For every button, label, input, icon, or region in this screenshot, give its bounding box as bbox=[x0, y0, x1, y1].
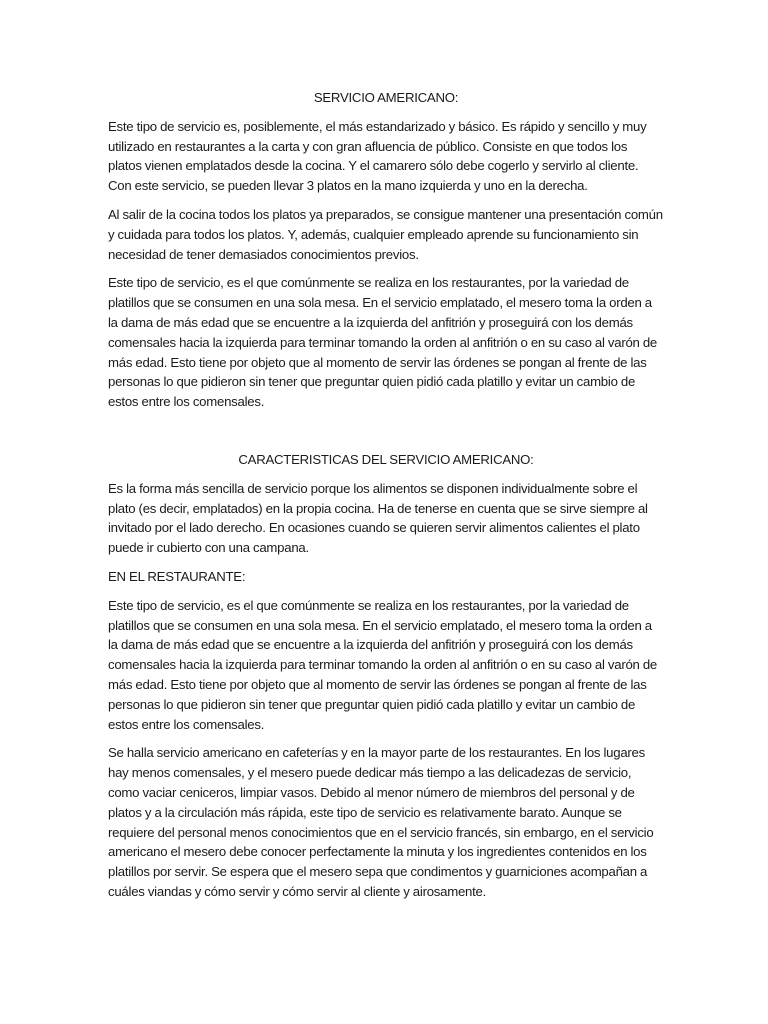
section-title-caracteristicas: CARACTERISTICAS DEL SERVICIO AMERICANO: bbox=[238, 451, 534, 467]
paragraph-intro: Este tipo de servicio es, posiblemente, el más estandarizado y básico. Es rápido y sencillo y muy utilizado en restaurantes a la carta y con gran afluencia de público. Consiste en que todos los platos vienen emplatados desde la cocina. Y el camarero sólo debe cogerlo y servirlo al cliente. Con este servicio, se pueden llevar 3 platos en la mano izquierda y uno en la derecha. bbox=[108, 118, 647, 194]
paragraph-characteristics: Es la forma más sencilla de servicio porque los alimentos se disponen individualmente sobre el plato (es decir, emplatados) en la propia cocina. Ha de tenerse en cuenta que se sirve siempre al invitado por el lado derecho. En ocasiones cuando se quieren servir alimentos calientes el plato puede ir cubierto con una campana. bbox=[108, 480, 648, 556]
paragraph-cafeterias: Se halla servicio americano en cafeterías y en la mayor parte de los restaurantes. En los lugares hay menos comensales, y el mesero puede dedicar más tiempo a las delicadezas de servicio, como vaciar ceniceros, limpiar vasos. Debido al menor número de miembros del personal y de platos y a la circulación más rápida, este tipo de servicio es relativamente barato. Aunque se requiere del personal menos conocimientos que en el servicio francés, sin embargo, en el servicio americano el mesero debe conocer perfectamente la minuta y los ingredientes contenidos en los platillos por servir. Se espera que el mesero sepa que condimentos y guarniciones acompañan a cuáles viandas y cómo servir y cómo servir al cliente y airosamente. bbox=[108, 745, 654, 899]
subheading-restaurante: EN EL RESTAURANTE: bbox=[108, 568, 246, 584]
paragraph-order-taking: Este tipo de servicio, es el que comúnmente se realiza en los restaurantes, por la variedad de platillos que se consumen en una sola mesa. En el servicio emplatado, el mesero toma la orden a la dama de más edad que se encuentre a la izquierda del anfitrión y proseguirá con los demás comensales hacia la izquierda para terminar tomando la orden al anfitrión o en su caso al varón de más edad. Esto tiene por objeto que al momento de servir las órdenes se pongan al frente de las personas lo que pidieron sin tener que preguntar quien pidió cada platillo y evitar un cambio de estos entre los comensales. bbox=[108, 275, 658, 410]
paragraph-presentation: Al salir de la cocina todos los platos ya preparados, se consigue mantener una presentación común y cuidada para todos los platos. Y, además, cualquier empleado aprende su funcionamiento sin necesidad de tener demasiados conocimientos previos. bbox=[108, 206, 663, 262]
document-page bbox=[108, 88, 664, 911]
section-title-servicio-americano: SERVICIO AMERICANO: bbox=[313, 90, 459, 105]
paragraph-restaurant-order: Este tipo de servicio, es el que comúnmente se realiza en los restaurantes, por la variedad de platillos que se consumen en una sola mesa. En el servicio emplatado, el mesero toma la orden a la dama de más edad que se encuentre a la izquierda del anfitrión y proseguirá con los demás comensales hacia la izquierda para terminar tomando la orden al anfitrión o en su caso al varón de más edad. Esto tiene por objeto que al momento de servir las órdenes se pongan al frente de las personas lo que pidieron sin tener que preguntar quien pidió cada platillo y evitar un cambio de estos entre los comensales. bbox=[108, 597, 658, 732]
